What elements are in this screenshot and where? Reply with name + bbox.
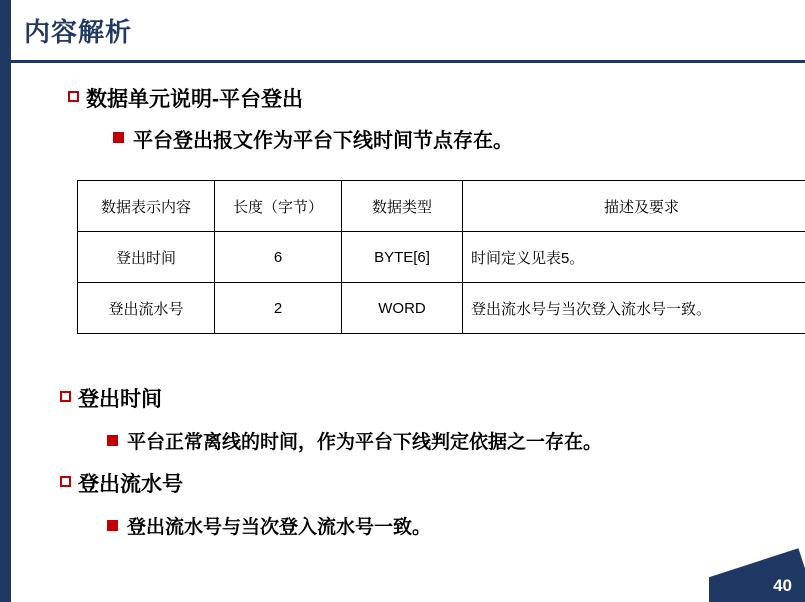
table-row [78, 283, 805, 334]
table-row [78, 232, 805, 283]
table-header-cell: 数据表示内容 [78, 181, 215, 232]
slide-content [11, 63, 805, 602]
table-cell: 2 [215, 283, 342, 334]
table-header-cell: 长度（字节） [215, 181, 342, 232]
section-subheading-label: 平台登出报文作为平台下线时间节点存在。 [133, 130, 513, 152]
hollow-square-bullet-icon [60, 476, 71, 487]
page-number: 40 [773, 576, 792, 595]
solid-square-bullet-icon [113, 132, 124, 143]
slide-title-area [11, 0, 805, 60]
table-cell: 6 [215, 232, 342, 283]
hollow-square-bullet-icon [60, 391, 71, 402]
table-cell: 时间定义见表5。 [463, 232, 805, 283]
table-header-row [78, 181, 805, 232]
section-subheading [113, 124, 513, 153]
table-cell: WORD [342, 283, 463, 334]
solid-square-bullet-icon [107, 520, 118, 531]
item-detail-logout-time [107, 427, 602, 454]
solid-square-bullet-icon [107, 435, 118, 446]
page-title: 内容解析 [24, 17, 133, 47]
page-number-corner [709, 544, 805, 602]
table-header-cell: 描述及要求 [463, 181, 805, 232]
item-label-logout-time [60, 383, 162, 413]
table-cell: 登出时间 [78, 232, 215, 283]
table-header-cell: 数据类型 [342, 181, 463, 232]
hollow-square-bullet-icon [68, 91, 79, 102]
left-accent-bar [0, 0, 11, 602]
section-heading-label: 数据单元说明-平台登出 [86, 88, 303, 111]
item-detail: 平台正常离线的时间，作为平台下线判定依据之一存在。 [127, 432, 603, 453]
item-detail-logout-serial [107, 512, 431, 539]
table-cell: 登出流水号 [78, 283, 215, 334]
item-label-logout-serial [60, 468, 183, 498]
item-label: 登出流水号 [78, 473, 183, 496]
data-table [77, 180, 805, 334]
table-cell: 登出流水号与当次登入流水号一致。 [463, 283, 805, 334]
section-heading [68, 83, 303, 113]
item-label: 登出时间 [78, 388, 162, 411]
item-detail: 登出流水号与当次登入流水号一致。 [127, 517, 432, 538]
table-cell: BYTE[6] [342, 232, 463, 283]
